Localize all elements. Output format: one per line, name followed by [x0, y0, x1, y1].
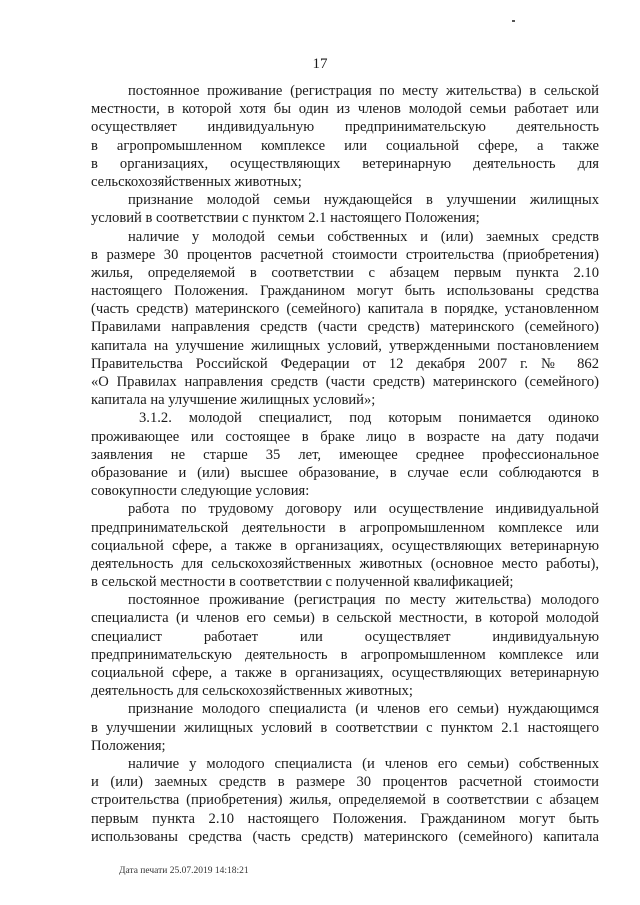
text-line: социальной сфере, а также в организациях, осуществляющих ветеринарную [91, 537, 599, 554]
print-date-footer: Дата печати 25.07.2019 14:18:21 [119, 866, 249, 876]
text-line: постоянное проживание (регистрация по месту жительства) молодого [128, 592, 599, 609]
text-line: наличие у молодого специалиста (и членов его семьи) собственных [128, 755, 599, 772]
text-line: наличие у молодой семьи собственных и (или) заемных средств [128, 228, 599, 245]
text-line: заявления не старше 35 лет, имеющее среднее профессиональное [91, 446, 599, 463]
text-line: признание молодой семьи нуждающейся в улучшении жилищных [128, 192, 599, 209]
text-line: в организациях, осуществляющих ветеринарную деятельность для [91, 155, 599, 172]
text-line: проживающее или состоящее в браке лицо в возрасте на дату подачи [91, 428, 599, 445]
text-line: постоянное проживание (регистрация по месту жительства) в сельской [128, 83, 599, 99]
text-line: использованы средства (часть средств) материнского (семейного) капитала [91, 828, 599, 845]
text-line: (часть средств) материнского (семейного) капитала в порядке, установленном [91, 301, 599, 318]
text-line: деятельность для сельскохозяйственных животных (основное место работы), [91, 555, 599, 572]
text-line: специалиста (и членов его семьи) в сельской местности, в которой молодой [91, 610, 599, 627]
text-line: настоящего Положения. Гражданином могут быть использованы средства [91, 283, 599, 300]
page-number: 17 [312, 56, 328, 72]
text-line: Положения; [91, 737, 166, 754]
text-line: в размере 30 процентов расчетной стоимости строительства (приобретения) [91, 246, 599, 263]
text-line: и (или) заемных средств в размере 30 процентов расчетной стоимости [91, 774, 599, 791]
text-line: образование и (или) высшее образование, в случае если соблюдаются в [91, 464, 599, 481]
text-line: местности, в которой хотя бы один из членов молодой семьи работает или [91, 101, 599, 118]
text-line: работа по трудовому договору или осуществление индивидуальной [128, 501, 599, 518]
text-line: в сельской местности в соответствии с полученной квалификацией; [91, 574, 514, 591]
text-line: социальной сфере, а также в организациях, осуществляющих ветеринарную [91, 665, 599, 681]
scan-mark [512, 20, 515, 22]
text-line: предпринимательскую деятельность в агропромышленном комплексе или [91, 646, 599, 663]
text-line: сельскохозяйственных животных; [91, 173, 302, 190]
text-line: первым пункта 2.10 настоящего Положения. Гражданином могут быть [91, 810, 599, 827]
text-line: строительства (приобретения) жилья, определяемой в соответствии с абзацем [91, 792, 599, 809]
text-line: признание молодого специалиста (и членов его семьи) нуждающимся [128, 701, 599, 718]
text-line: специалист работает или осуществляет индивидуальную [91, 628, 599, 645]
text-line: в агропромышленном комплексе или социальной сфере, а также [91, 137, 599, 154]
text-line: капитала на улучшение жилищных условий, утвержденными постановлением [91, 337, 599, 354]
text-line: условий в соответствии с пунктом 2.1 настоящего Положения; [91, 210, 480, 227]
text-line: Правилами направления средств (части средств) материнского (семейного) [91, 319, 599, 336]
text-line: капитала на улучшение жилищных условий»; [91, 392, 376, 409]
text-line: жилья, определяемой в соответствии с абзацем первым пункта 2.10 [91, 264, 599, 281]
text-line: осуществляет индивидуальную предпринимательскую деятельность [91, 119, 599, 136]
text-line: Правительства Российской Федерации от 12 декабря 2007 г. № 862 [91, 355, 599, 372]
text-line: в улучшении жилищных условий в соответствии с пунктом 2.1 настоящего [91, 719, 599, 736]
text-line: «О Правилах направления средств (части средств) материнского (семейного) [91, 374, 599, 390]
text-line: предпринимательской деятельности в агропромышленном комплексе или [91, 519, 599, 536]
text-line: совокупности следующие условия: [91, 483, 310, 500]
text-line: 3.1.2. молодой специалист, под которым понимается одиноко [139, 410, 599, 427]
document-body [91, 82, 599, 846]
text-line: деятельность для сельскохозяйственных животных; [91, 683, 413, 700]
